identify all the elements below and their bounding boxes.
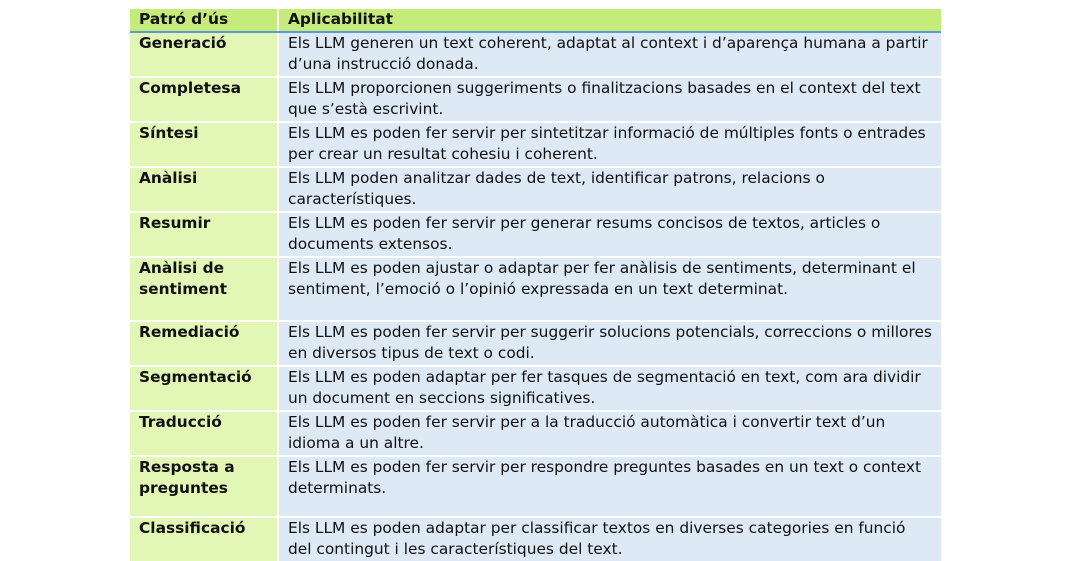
applicability-cell: Els LLM generen un text coherent, adaptat al context i d’aparença humana a partir d’una instrucció donada. [278, 32, 941, 77]
table-row [130, 122, 941, 167]
applicability-cell: Els LLM es poden adaptar per classificar textos en diverses categories en funció del contingut i les característiques del text. [278, 517, 941, 561]
table-row [130, 366, 941, 411]
applicability-cell: Els LLM es poden fer servir per a la traducció automàtica i convertir text d’un idioma a un altre. [278, 411, 941, 456]
table-row [130, 257, 941, 321]
table-row [130, 456, 941, 517]
applicability-cell: Els LLM es poden fer servir per generar resums concisos de textos, articles o documents extensos. [278, 212, 941, 257]
applicability-cell: Els LLM es poden fer servir per respondre preguntes basades en un text o context determinats. [278, 456, 941, 517]
pattern-cell: Anàlisi [130, 167, 278, 212]
applicability-cell: Els LLM poden analitzar dades de text, identificar patrons, relacions o característiques. [278, 167, 941, 212]
pattern-cell: Resposta a preguntes [130, 456, 278, 517]
table-row [130, 517, 941, 561]
pattern-cell: Traducció [130, 411, 278, 456]
table-row [130, 321, 941, 366]
pattern-cell: Completesa [130, 77, 278, 122]
pattern-cell: Generació [130, 32, 278, 77]
applicability-cell: Els LLM es poden fer servir per sintetitzar informació de múltiples fonts o entrades per crear un resultat cohesiu i coherent. [278, 122, 941, 167]
pattern-cell: Síntesi [130, 122, 278, 167]
pattern-cell: Remediació [130, 321, 278, 366]
header-applicability: Aplicabilitat [278, 9, 941, 32]
table-row [130, 167, 941, 212]
table-row [130, 77, 941, 122]
applicability-cell: Els LLM es poden fer servir per suggerir solucions potencials, correccions o millores en diversos tipus de text o codi. [278, 321, 941, 366]
usage-patterns-table [130, 9, 941, 561]
table-row [130, 411, 941, 456]
pattern-cell: Classificació [130, 517, 278, 561]
pattern-cell: Resumir [130, 212, 278, 257]
applicability-cell: Els LLM es poden ajustar o adaptar per fer anàlisis de sentiments, determinant el sentiment, l’emoció o l’opinió expressada en un text determinat. [278, 257, 941, 321]
table-row [130, 212, 941, 257]
applicability-cell: Els LLM es poden adaptar per fer tasques de segmentació en text, com ara dividir un document en seccions significatives. [278, 366, 941, 411]
header-pattern: Patró d’ús [130, 9, 278, 32]
applicability-cell: Els LLM proporcionen suggeriments o finalitzacions basades en el context del text que s’està escrivint. [278, 77, 941, 122]
pattern-cell: Segmentació [130, 366, 278, 411]
table-row [130, 32, 941, 77]
pattern-cell: Anàlisi de sentiment [130, 257, 278, 321]
table-header-row [130, 9, 941, 32]
